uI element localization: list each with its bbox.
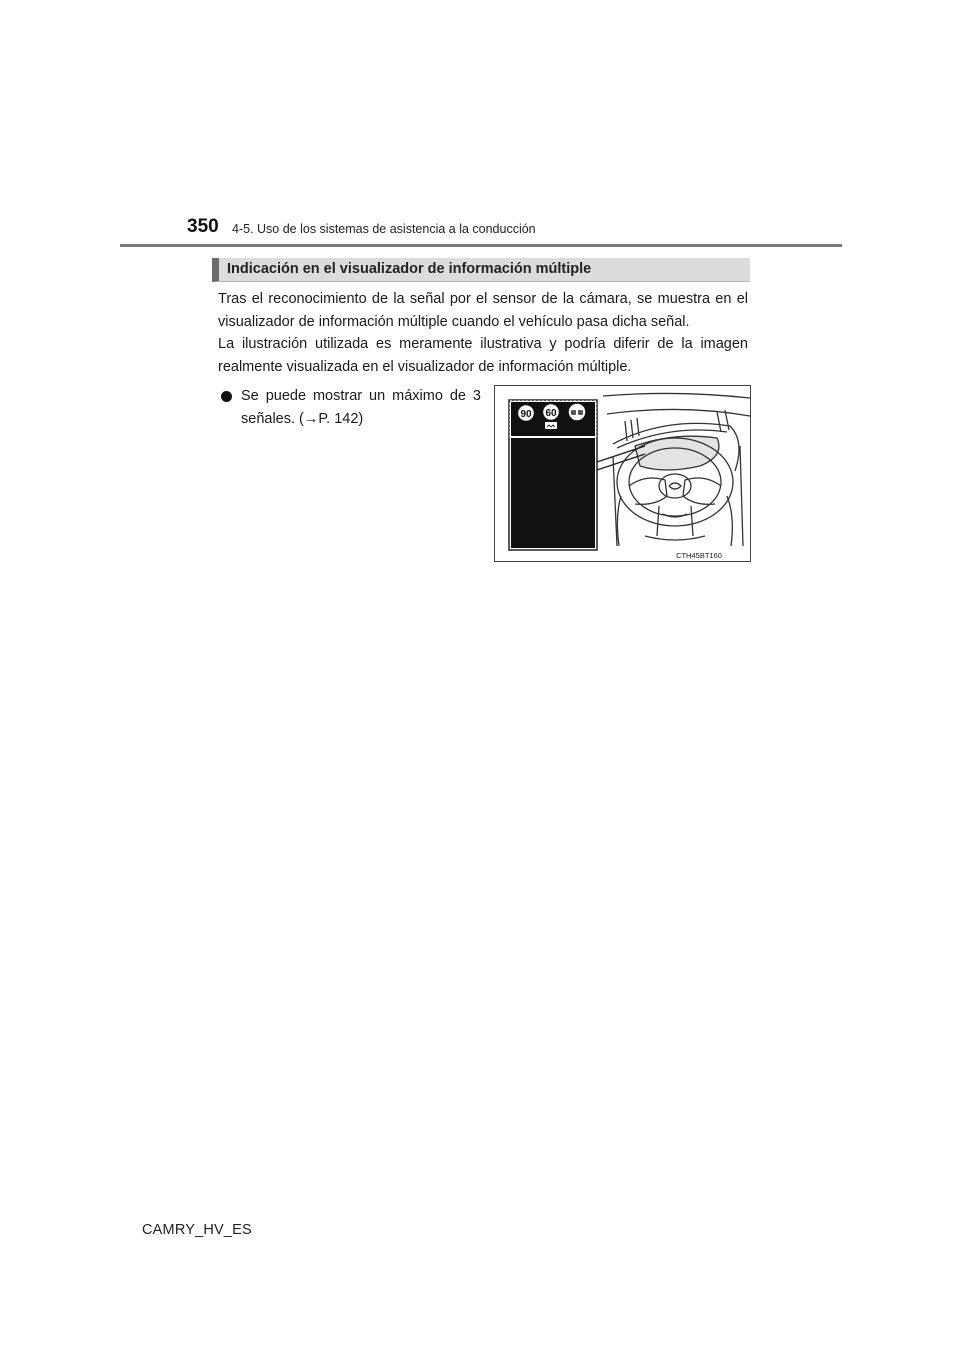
paragraph-recognition: Tras el reconocimiento de la señal por el sensor de la cámara, se muestra en el visualizador de información múltiple cuando el vehículo pasa dicha señal.: [218, 291, 748, 330]
weather-subplate-icon: [545, 422, 557, 429]
header-rule: [120, 244, 842, 247]
speed-sign-90-text: 90: [520, 409, 532, 420]
bullet-max-signs: [221, 385, 481, 431]
speed-sign-60-text: 60: [545, 408, 557, 419]
dashboard-line-art: [603, 393, 750, 546]
illustration-code: CTH45BT160: [676, 551, 722, 560]
section-heading: [212, 258, 750, 282]
page-number: 350: [187, 216, 219, 237]
bullet-dot-icon: [221, 391, 232, 402]
no-overtaking-sign-icon: [568, 403, 586, 421]
dashboard-drawing: [495, 386, 751, 562]
bullet-text: Se puede mostrar un máximo de 3 señales. (→P. 142): [241, 388, 481, 427]
paragraph-illustration-note: La ilustración utilizada es meramente ilustrativa y podría diferir de la imagen realmente visualizada en el visualizador de información múltiple.: [218, 336, 748, 375]
chapter-title: 4-5. Uso de los sistemas de asistencia a la conducción: [232, 222, 536, 236]
dashboard-illustration: [494, 385, 751, 562]
display-lower-area: [511, 438, 595, 548]
section-heading-text: Indicación en el visualizador de información múltiple: [227, 261, 592, 277]
footer-doc-code: CAMRY_HV_ES: [142, 1222, 252, 1238]
